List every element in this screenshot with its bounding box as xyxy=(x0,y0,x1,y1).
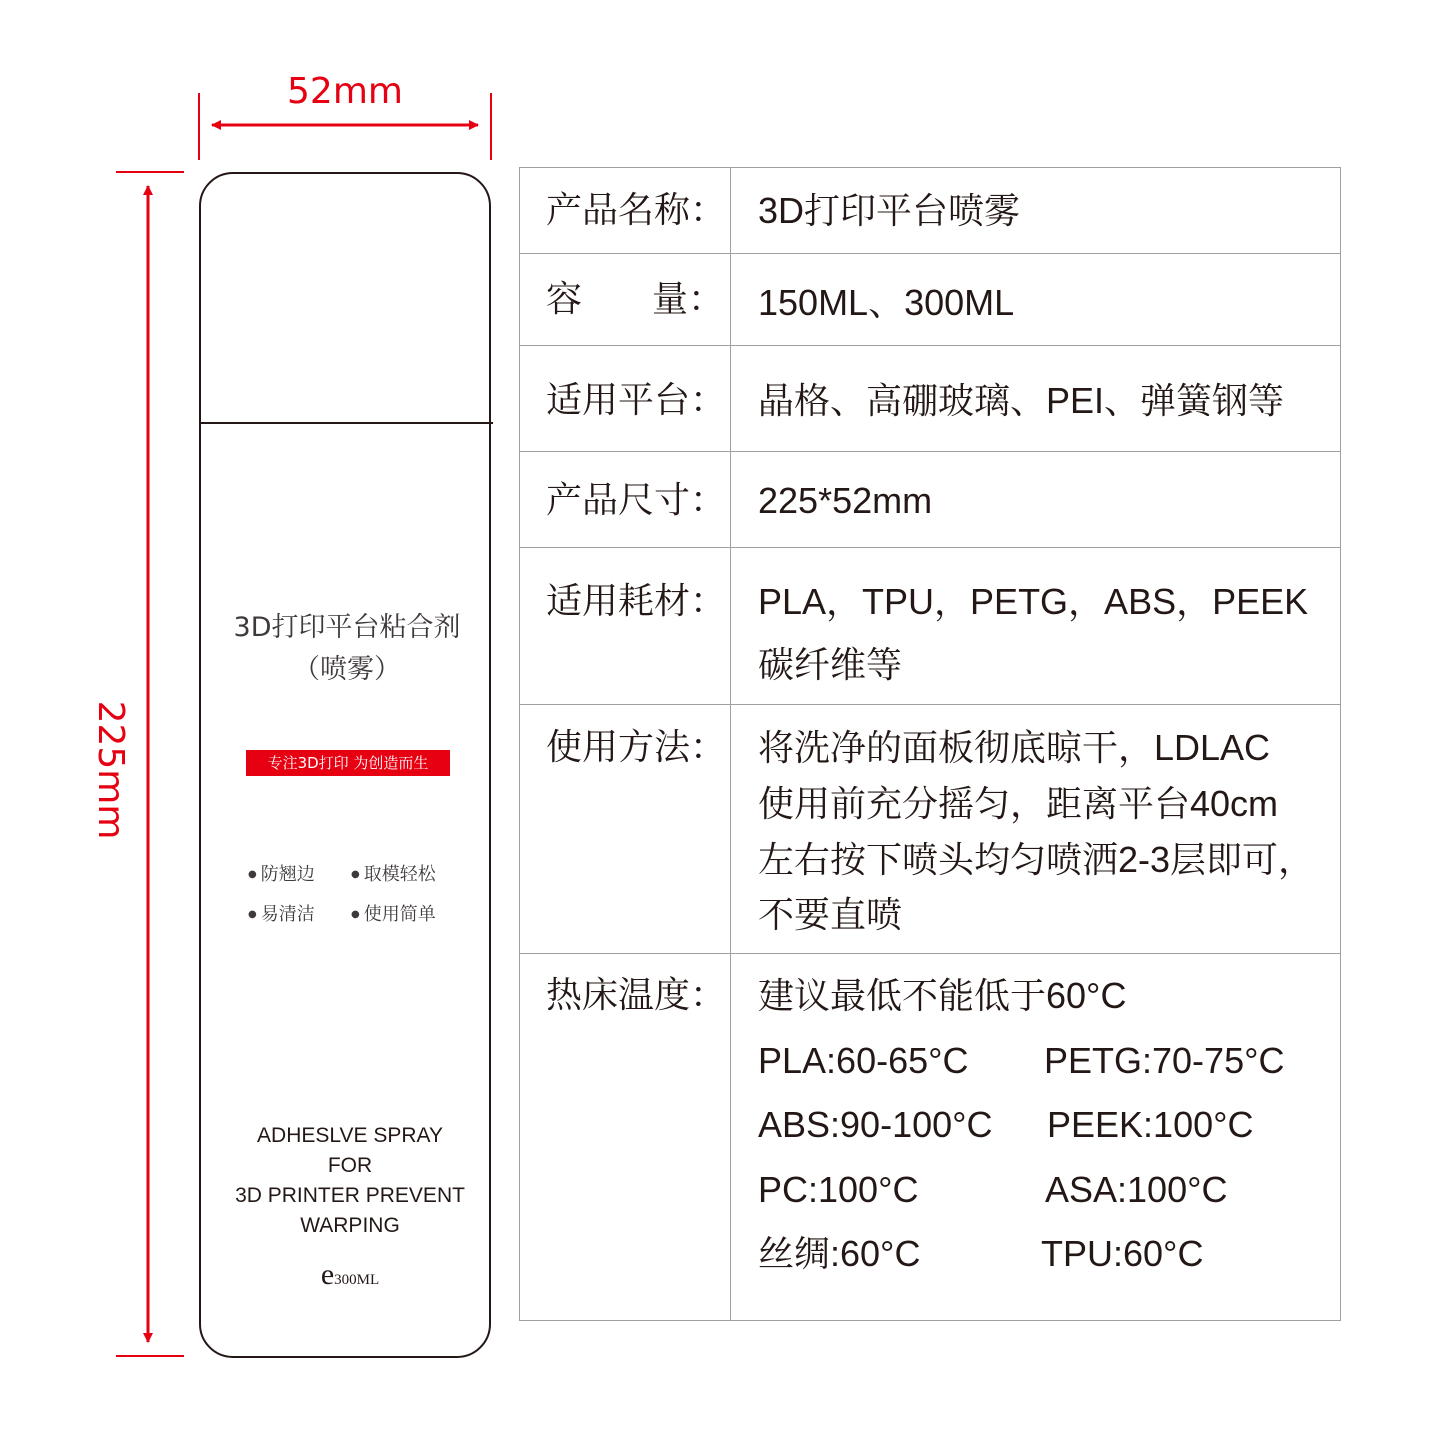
spec-label-bed-temp: 热床温度： xyxy=(546,975,727,1016)
table-row-divider xyxy=(520,953,1340,954)
table-row-divider xyxy=(520,345,1340,346)
spec-label-platforms: 适用平台： xyxy=(546,380,727,421)
spec-label-capacity-b: 量： xyxy=(652,279,725,320)
spec-value-bed-temp-intro: 建议最低不能低于60°C xyxy=(758,975,1127,1016)
spec-value-product-name: 3D打印平台喷雾 xyxy=(758,190,1021,231)
bed-temp-item: PEEK:100°C xyxy=(1047,1104,1254,1145)
can-product-title: 3D打印平台粘合剂 xyxy=(233,612,461,643)
spec-label-usage: 使用方法： xyxy=(546,727,727,768)
can-feature: ● 使用简单 xyxy=(351,903,436,927)
spec-label-size: 产品尺寸： xyxy=(546,480,727,521)
volume-estimated-mark: e xyxy=(320,1258,335,1291)
volume-value: 300ML xyxy=(334,1272,380,1288)
bed-temp-item: ASA:100°C xyxy=(1045,1169,1228,1210)
can-volume xyxy=(201,1258,499,1292)
spec-label-capacity xyxy=(546,278,724,322)
can-cap-divider xyxy=(201,422,493,424)
can-product-subtitle: （喷雾） xyxy=(293,654,401,685)
spec-label-product-name: 产品名称： xyxy=(546,190,727,231)
can-english-line: 3D PRINTER PREVENT xyxy=(235,1184,465,1207)
can-english-line: FOR xyxy=(327,1154,373,1177)
spec-value-capacity: 150ML、300ML xyxy=(758,282,1015,323)
can-feature: ● 取模轻松 xyxy=(351,863,436,887)
spec-value-usage-line: 左右按下喷头均匀喷洒2-3层即可， xyxy=(758,839,1315,880)
can-english-line: WARPING xyxy=(300,1214,400,1237)
bed-temp-item: PLA:60-65°C xyxy=(758,1040,969,1081)
bed-temp-item: PC:100°C xyxy=(758,1169,919,1210)
can-feature: ● 易清洁 xyxy=(248,903,315,927)
spec-table xyxy=(519,167,1341,1321)
bed-temp-item: ABS:90-100°C xyxy=(758,1104,993,1145)
spec-value-usage-line: 将洗净的面板彻底晾干，LDLAC xyxy=(758,727,1271,768)
table-row-divider xyxy=(520,704,1340,705)
spec-label-capacity-a: 容 xyxy=(546,279,583,320)
bed-temp-item: 丝绸:60°C xyxy=(758,1233,921,1274)
spec-value-platforms: 晶格、高硼玻璃、PEI、弹簧钢等 xyxy=(758,380,1285,421)
height-dimension-text: 225mm xyxy=(90,700,131,840)
can-feature: ● 防翘边 xyxy=(248,863,315,887)
table-row-divider xyxy=(520,451,1340,452)
table-column-divider xyxy=(730,168,731,1320)
spec-value-materials-line: 碳纤维等 xyxy=(758,644,903,685)
spec-value-size: 225*52mm xyxy=(758,480,933,521)
spec-value-usage-line: 使用前充分摇匀，距离平台40cm xyxy=(758,783,1279,824)
width-dimension-label: 52mm xyxy=(287,71,403,112)
can-slogan-badge: 专注3D打印 为创造而生 xyxy=(246,750,450,776)
table-row-divider xyxy=(520,547,1340,548)
can-english-line: ADHESLVE SPRAY xyxy=(257,1124,443,1147)
spec-label-materials: 适用耗材： xyxy=(546,581,727,622)
bed-temp-item: PETG:70-75°C xyxy=(1044,1040,1285,1081)
spec-value-usage-line: 不要直喷 xyxy=(758,894,903,935)
spec-value-materials-line: PLA，TPU，PETG，ABS，PEEK xyxy=(758,581,1309,622)
table-row-divider xyxy=(520,253,1340,254)
bed-temp-item: TPU:60°C xyxy=(1041,1233,1204,1274)
